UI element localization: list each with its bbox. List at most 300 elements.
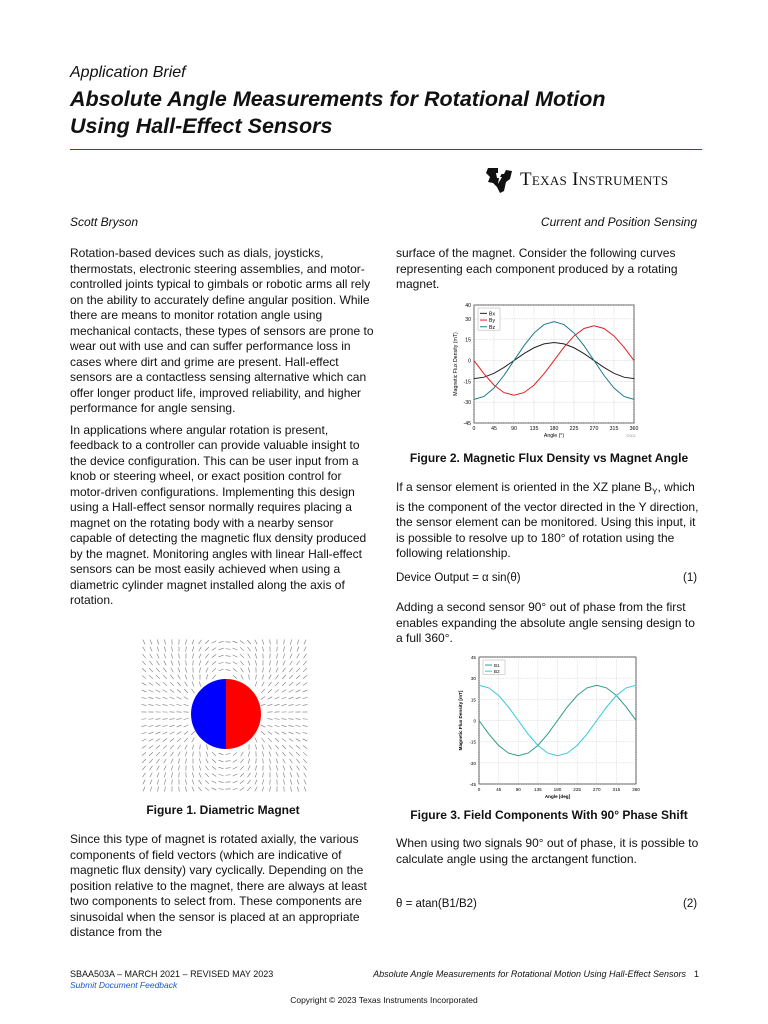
field-vector: [291, 786, 292, 791]
field-vector: [233, 760, 237, 763]
field-vector: [157, 773, 159, 778]
field-vector: [163, 745, 167, 749]
field-vector: [200, 667, 201, 672]
field-vector: [262, 646, 263, 651]
field-vector: [143, 787, 145, 792]
field-vector: [192, 780, 194, 785]
field-vector: [304, 647, 306, 652]
field-vector: [303, 661, 306, 665]
field-vector: [212, 752, 216, 756]
field-vector: [164, 773, 166, 778]
field-vector: [276, 668, 278, 673]
field-vector: [283, 654, 285, 659]
field-vector: [290, 647, 292, 652]
field-vector: [178, 660, 179, 665]
field-vector: [255, 640, 257, 645]
field-vector: [233, 752, 237, 755]
field-vector: [233, 641, 238, 643]
field-vector: [241, 752, 244, 757]
field-vector: [212, 774, 216, 777]
field-vector: [270, 765, 271, 770]
field-vector: [205, 647, 209, 651]
equation-2: θ = atan(B1/B2): [396, 898, 477, 910]
field-vector: [156, 697, 161, 699]
field-vector: [296, 745, 300, 748]
field-vector: [241, 668, 244, 672]
field-vector: [233, 788, 238, 790]
field-vector: [218, 774, 223, 775]
field-vector: [193, 765, 194, 770]
field-vector: [170, 745, 173, 749]
title-divider: [70, 149, 702, 150]
document-id: SBAA503A – MARCH 2021 – REVISED MAY 2023: [70, 969, 274, 979]
field-vector: [248, 766, 250, 771]
field-vector: [149, 675, 153, 678]
title-line-2: Using Hall-Effect Sensors: [70, 114, 333, 138]
field-vector: [170, 732, 175, 735]
field-vector: [163, 725, 168, 726]
field-vector: [268, 725, 273, 727]
equation-1-number: (1): [683, 572, 698, 584]
field-vector: [282, 697, 287, 699]
field-vector: [295, 719, 300, 720]
field-vector: [274, 719, 279, 720]
field-vector: [155, 725, 160, 726]
field-vector: [184, 731, 188, 734]
field-vector: [142, 746, 146, 749]
field-vector: [177, 732, 181, 735]
field-vector: [290, 654, 292, 659]
field-vector: [225, 663, 230, 664]
legend-label: By: [489, 318, 496, 325]
figure-3-caption: Figure 3. Field Components With 90° Phase Shift: [410, 808, 688, 822]
field-vector: [268, 682, 271, 686]
field-vector: [248, 751, 249, 756]
field-vector: [157, 654, 159, 659]
field-vector: [303, 668, 307, 672]
field-vector: [297, 780, 299, 785]
field-vector: [248, 759, 250, 764]
field-vector: [275, 738, 279, 741]
field-vector: [142, 759, 146, 763]
field-vector: [240, 780, 244, 783]
x-tick-label: 0: [472, 426, 476, 432]
field-vector: [185, 639, 186, 644]
x-tick-label: 270: [589, 426, 599, 432]
paragraph: Rotation-based devices such as dials, joysticks, thermostats, electronic steering assemblies, and motor-controlled joints typical to gimbals or robotic arms all rely on the ability to accurately define angular position. While there are means to monitor rotation angle using mechanical contacts, these types of sensors are prone to wear out with use and can suffer performance loss in cases where dirt and grime are present. Hall-effect sensors are a contactless sensing alternative which can offer longer product life, improved reliability, and higher performance for angle sensing.: [70, 246, 374, 415]
x-tick-label: 135: [529, 426, 539, 432]
field-vector: [142, 668, 146, 672]
field-vector: [277, 646, 278, 651]
field-vector: [172, 646, 173, 651]
y-axis-label: Magnetic Flux Density [mT]: [458, 690, 463, 751]
field-vector: [248, 661, 250, 666]
field-vector: [303, 752, 307, 755]
field-vector: [176, 719, 181, 720]
field-vector: [268, 704, 273, 706]
submit-feedback-link[interactable]: Submit Document Feedback: [70, 980, 178, 990]
field-vector: [218, 648, 223, 649]
field-vector: [171, 752, 174, 756]
field-vector: [219, 753, 224, 755]
field-vector: [282, 745, 286, 749]
field-vector: [143, 647, 146, 652]
field-vector: [247, 787, 250, 791]
field-vector: [178, 765, 179, 770]
field-vector: [263, 758, 264, 763]
field-vector: [171, 661, 173, 666]
field-vector: [192, 787, 194, 792]
field-vector: [233, 662, 238, 665]
field-vector: [199, 766, 201, 771]
field-vector: [290, 639, 291, 644]
x-tick-label: 180: [553, 787, 562, 792]
right-column-atan-text: [396, 836, 702, 873]
field-vector: [263, 653, 264, 658]
figure-2-chart: [448, 300, 648, 445]
x-tick-label: 225: [573, 787, 581, 792]
field-vector: [164, 646, 165, 651]
field-vector: [262, 745, 264, 750]
field-vector: [247, 640, 250, 644]
field-vector: [267, 719, 272, 720]
field-vector: [185, 786, 186, 791]
field-vector: [163, 752, 166, 756]
left-column-continued: [70, 832, 376, 947]
field-vector: [184, 738, 187, 742]
field-vector: [256, 758, 257, 763]
field-vector: [297, 766, 300, 770]
field-vector: [269, 745, 272, 749]
field-vector: [303, 746, 307, 749]
field-vector: [157, 661, 160, 665]
field-vector: [249, 674, 250, 679]
paragraph: surface of the magnet. Consider the following curves representing each component produced by a rotating magnet.: [396, 246, 678, 291]
field-vector: [240, 647, 244, 650]
field-vector: [193, 751, 194, 756]
x-tick-label: 315: [612, 787, 621, 792]
field-vector: [276, 765, 277, 770]
field-vector: [275, 725, 280, 727]
field-vector: [240, 766, 244, 770]
field-vector: [199, 647, 202, 652]
field-vector: [171, 653, 172, 658]
field-vector: [177, 689, 181, 692]
field-vector: [282, 732, 287, 734]
field-vector: [282, 752, 285, 756]
field-vector: [148, 725, 153, 726]
field-vector: [163, 690, 167, 693]
field-vector: [142, 654, 145, 658]
field-vector: [177, 697, 182, 699]
field-vector: [170, 675, 173, 679]
field-vector: [290, 759, 293, 763]
field-vector: [262, 682, 265, 687]
field-vector: [233, 774, 238, 776]
field-vector: [262, 675, 264, 680]
field-vector: [156, 752, 160, 756]
field-vector: [150, 766, 153, 770]
magnet-south-half: [191, 679, 226, 749]
field-vector: [212, 766, 216, 769]
field-vector: [142, 661, 145, 665]
field-vector: [268, 731, 272, 734]
field-vector: [304, 787, 306, 792]
field-vector: [165, 786, 166, 791]
field-vector: [164, 779, 165, 784]
y-tick-label: -30: [463, 400, 471, 407]
legend: [478, 308, 500, 331]
y-tick-label: 0: [473, 718, 476, 724]
field-vector: [283, 661, 285, 666]
field-vector: [302, 705, 307, 706]
field-vector: [185, 745, 187, 750]
field-vector: [212, 655, 216, 658]
field-vector: [282, 675, 285, 679]
field-vector: [207, 744, 208, 749]
field-vector: [275, 689, 279, 692]
field-vector: [206, 759, 209, 764]
field-vector: [261, 725, 266, 727]
author: Scott Bryson: [70, 215, 139, 229]
paragraph: Since this type of magnet is rotated axially, the various components of field vectors (which are indicative of magnetic flux density) vary cyclically. Depending on the position relative to the magnet, there are always at least two components to select from. These components are sinusoidal when the sensor is placed at an appropriate distance from the: [70, 832, 367, 939]
field-vector: [206, 675, 208, 680]
field-vector: [156, 739, 160, 742]
field-vector: [163, 682, 167, 685]
field-vector: [289, 739, 293, 742]
field-vector: [185, 682, 188, 686]
field-vector: [218, 655, 223, 656]
field-vector: [177, 738, 181, 742]
field-vector: [240, 773, 244, 777]
field-vector: [289, 675, 293, 679]
field-vector: [240, 661, 243, 665]
equation-1: Device Output = α sin(θ): [396, 572, 521, 584]
field-vector: [184, 697, 188, 700]
ti-state-icon: [484, 165, 514, 195]
field-vector: [288, 719, 293, 720]
field-vector: [225, 768, 230, 769]
field-vector: [169, 704, 174, 705]
field-vector: [255, 682, 257, 687]
field-vector: [255, 773, 257, 778]
field-vector: [212, 661, 216, 664]
field-vector: [142, 683, 146, 686]
x-tick-label: 360: [629, 426, 639, 432]
field-vector: [247, 780, 250, 784]
category: Current and Position Sensing: [540, 215, 697, 229]
field-vector: [297, 647, 299, 652]
field-vector: [157, 766, 160, 771]
field-vector: [142, 739, 147, 741]
field-vector: [164, 668, 167, 672]
field-vector: [199, 780, 202, 784]
field-vector: [288, 704, 293, 705]
field-vector: [289, 697, 294, 699]
field-vector: [212, 675, 215, 679]
field-vector: [261, 696, 265, 699]
y-tick-label: -15: [469, 739, 476, 745]
field-vector: [297, 773, 299, 778]
field-vector: [157, 780, 159, 785]
field-vector: [297, 661, 300, 665]
ti-logo: [484, 165, 704, 195]
field-vector: [303, 697, 308, 699]
field-vector: [156, 690, 161, 692]
field-vector: [296, 759, 299, 763]
field-vector: [178, 752, 180, 757]
field-vector: [142, 697, 147, 698]
field-vector: [192, 653, 193, 658]
x-tick-label: 45: [491, 426, 497, 432]
field-vector: [172, 779, 173, 784]
field-vector: [275, 697, 280, 699]
left-column: [70, 246, 376, 615]
field-vector: [143, 773, 146, 777]
field-vector: [297, 787, 298, 792]
field-vector: [171, 668, 173, 673]
field-vector: [149, 759, 152, 763]
field-vector: [156, 668, 159, 672]
x-tick-label: 315: [609, 426, 619, 432]
field-vector: [150, 773, 153, 778]
field-vector: [150, 780, 152, 785]
y-axis-label: Magnetic Flux Density (mT): [453, 332, 459, 396]
field-vector: [179, 653, 180, 658]
field-vector: [290, 780, 291, 785]
field-vector: [241, 675, 243, 680]
field-vector: [218, 767, 223, 768]
field-vector: [171, 759, 173, 764]
field-vector: [143, 780, 145, 785]
y-tick-label: -45: [463, 421, 471, 427]
field-vector: [269, 752, 271, 757]
field-vector: [177, 704, 182, 705]
field-vector: [262, 779, 263, 784]
field-vector: [296, 732, 301, 734]
field-vector: [270, 639, 271, 644]
field-vector: [163, 675, 166, 679]
field-vector: [170, 738, 174, 741]
field-vector: [157, 647, 159, 652]
field-vector: [192, 647, 194, 652]
right-column-sensor-text: [396, 480, 702, 568]
field-vector: [171, 766, 173, 771]
field-vector: [212, 759, 216, 762]
field-vector: [162, 719, 167, 720]
y-tick-label: 15: [470, 697, 476, 703]
field-vector: [148, 719, 153, 720]
x-tick-label: 90: [515, 787, 521, 792]
field-vector: [156, 759, 159, 763]
field-vector: [283, 759, 286, 764]
field-vector: [164, 654, 166, 659]
field-vector: [233, 648, 238, 650]
field-vector: [276, 653, 277, 658]
equation-2-number: (2): [683, 898, 698, 910]
x-axis-label: Angle [deg]: [544, 794, 571, 799]
field-vector: [240, 788, 244, 791]
field-vector: [184, 725, 189, 727]
field-vector: [297, 640, 299, 645]
field-vector: [178, 759, 180, 764]
field-vector: [185, 752, 187, 757]
field-vector: [218, 781, 223, 782]
field-vector: [163, 732, 168, 734]
field-vector: [163, 697, 168, 699]
field-vector: [283, 646, 284, 651]
field-vector: [269, 668, 271, 673]
field-vector: [192, 745, 194, 750]
field-vector: [212, 788, 217, 790]
x-tick-label: 360: [632, 787, 640, 792]
y-tick-label: 45: [470, 655, 476, 660]
field-vector: [219, 662, 224, 663]
field-vector: [149, 739, 154, 742]
field-vector: [268, 697, 272, 700]
field-vector: [171, 772, 172, 777]
field-vector: [283, 766, 285, 771]
field-vector: [304, 640, 306, 645]
copyright: Copyright © 2023 Texas Instruments Incorporated: [290, 995, 478, 1005]
field-vector: [186, 779, 187, 784]
field-vector: [276, 759, 278, 764]
legend: [483, 660, 505, 674]
x-tick-label: 0: [477, 787, 481, 792]
field-vector: [156, 732, 161, 734]
field-vector: [164, 766, 166, 771]
field-vector: [304, 780, 306, 785]
field-vector: [205, 654, 208, 658]
x-axis-label: Angle (°): [543, 433, 565, 439]
field-vector: [225, 754, 230, 755]
field-vector: [282, 690, 286, 693]
field-vector: [156, 682, 160, 685]
x-tick-label: 270: [592, 787, 601, 792]
field-vector: [177, 725, 182, 727]
field-vector: [302, 725, 307, 726]
field-vector: [269, 758, 270, 763]
legend-label: Bz: [489, 324, 496, 331]
field-vector: [200, 744, 201, 749]
field-vector: [303, 675, 307, 678]
field-vector: [295, 725, 300, 726]
field-vector: [199, 640, 202, 644]
x-tick-label: 90: [511, 426, 517, 432]
field-vector: [290, 773, 292, 778]
field-vector: [149, 668, 153, 672]
field-vector: [170, 725, 175, 727]
field-vector: [304, 773, 307, 777]
field-vector: [199, 654, 201, 659]
field-vector: [233, 781, 238, 783]
field-vector: [296, 675, 300, 678]
field-vector: [169, 719, 174, 720]
field-vector: [206, 661, 209, 665]
y-tick-label: -45: [469, 782, 476, 787]
field-vector: [206, 668, 208, 673]
field-vector: [219, 760, 224, 762]
field-vector: [263, 667, 264, 672]
field-vector: [283, 772, 284, 777]
field-vector: [185, 667, 186, 672]
field-vector: [289, 732, 294, 734]
field-vector: [303, 766, 306, 770]
field-vector: [192, 738, 195, 742]
title-line-1: Absolute Angle Measurements for Rotational Motion: [70, 87, 606, 111]
field-vector: [233, 675, 237, 678]
field-vector: [157, 639, 158, 644]
